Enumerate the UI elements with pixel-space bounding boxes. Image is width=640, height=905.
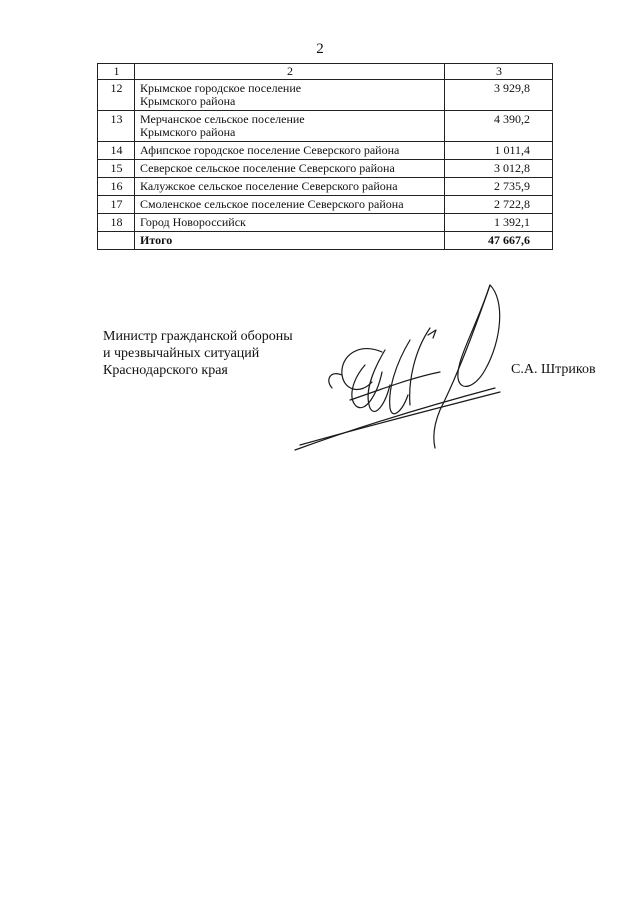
total-label: Итого	[135, 232, 445, 250]
table-row	[98, 214, 553, 232]
row-number: 15	[98, 160, 135, 178]
row-number: 14	[98, 142, 135, 160]
table-row	[98, 142, 553, 160]
page-number: 2	[316, 41, 324, 57]
signatory-title-line: Краснодарского края	[103, 363, 228, 378]
amount-value: 2 735,9	[445, 178, 553, 196]
settlement-name-line: Крымского района	[140, 94, 236, 108]
settlement-name-line: Северское сельское поселение Северского района	[140, 161, 395, 175]
amount-value: 1 392,1	[445, 214, 553, 232]
row-number: 17	[98, 196, 135, 214]
column-header-2: 2	[135, 64, 445, 80]
total-row-number-cell	[98, 232, 135, 250]
settlement-name	[135, 142, 445, 160]
table-row	[98, 196, 553, 214]
signer-name: С.А. Штриков	[511, 362, 596, 377]
allocation-table	[97, 63, 553, 250]
amount-value: 4 390,2	[445, 111, 553, 142]
signatory-title-line: Министр гражданской обороны	[103, 329, 293, 344]
settlement-name	[135, 160, 445, 178]
settlement-name	[135, 214, 445, 232]
amount-value: 1 011,4	[445, 142, 553, 160]
settlement-name-line: Смоленское сельское поселение Северского района	[140, 197, 404, 211]
settlement-name-line: Крымское городское поселение	[140, 81, 302, 95]
settlement-name	[135, 80, 445, 111]
settlement-name-line: Мерчанское сельское поселение	[140, 112, 305, 126]
total-row	[98, 232, 553, 250]
amount-value: 3 012,8	[445, 160, 553, 178]
total-value: 47 667,6	[445, 232, 553, 250]
settlement-name	[135, 196, 445, 214]
row-number: 16	[98, 178, 135, 196]
row-number: 18	[98, 214, 135, 232]
settlement-name-line: Крымского района	[140, 125, 236, 139]
column-header-3: 3	[445, 64, 553, 80]
handwritten-signature	[290, 280, 510, 455]
table-row	[98, 178, 553, 196]
table-row	[98, 160, 553, 178]
signatory-title	[103, 328, 293, 379]
settlement-name-line: Афипское городское поселение Северского района	[140, 143, 400, 157]
row-number: 12	[98, 80, 135, 111]
settlement-name	[135, 111, 445, 142]
signatory-title-line: и чрезвычайных ситуаций	[103, 346, 260, 361]
table-row	[98, 111, 553, 142]
table-row	[98, 80, 553, 111]
column-header-1: 1	[98, 64, 135, 80]
settlement-name	[135, 178, 445, 196]
settlement-name-line: Калужское сельское поселение Северского района	[140, 179, 398, 193]
row-number: 13	[98, 111, 135, 142]
amount-value: 2 722,8	[445, 196, 553, 214]
amount-value: 3 929,8	[445, 80, 553, 111]
settlement-name-line: Город Новороссийск	[140, 215, 246, 229]
table-header-row	[98, 64, 553, 80]
